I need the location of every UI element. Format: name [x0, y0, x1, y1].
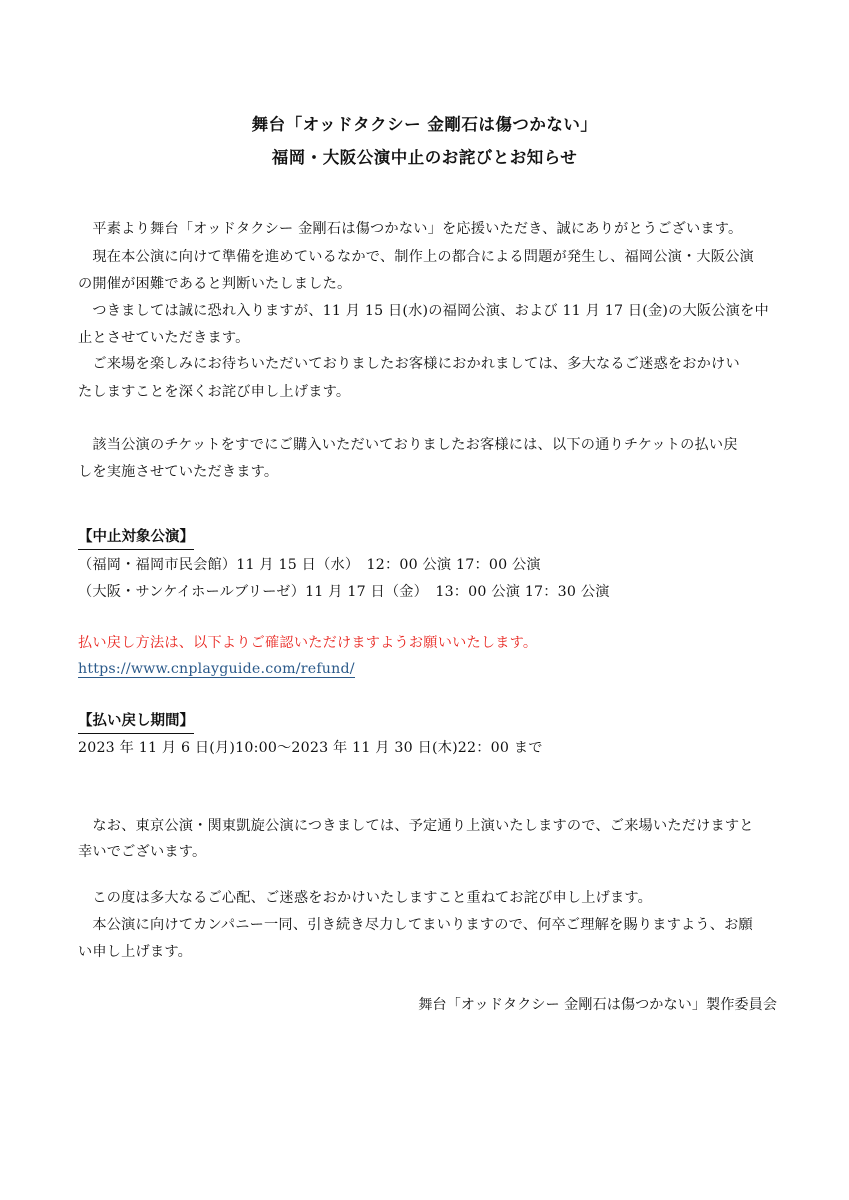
- refund-link[interactable]: https://www.cnplayguide.com/refund/: [78, 661, 355, 677]
- paragraph-apology-line-2: たしますことを深くお詫び申し上げます。: [78, 384, 351, 400]
- paragraph-cancel-text-1: つきましては誠に恐れ入りますが、11 月 15 日(水)の福岡公演、および 11 月 17 日(金)の大阪公演を中: [92, 303, 769, 319]
- paragraph-company-line-1: [78, 913, 778, 937]
- paragraph-greeting-text: 平素より舞台「オッドタクシー 金剛石は傷つかない」を応援いただき、誠にありがとうございます。: [92, 221, 743, 237]
- paragraph-cancel-line-1: [78, 299, 778, 323]
- paragraph-company-line-2: い申し上げます。: [78, 944, 192, 960]
- paragraph-refund-intro-text-1: 該当公演のチケットをすでにご購入いただいておりましたお客様には、以下の通りチケットの払い戻: [92, 437, 738, 453]
- paragraph-tokyo-line-1: [78, 814, 778, 838]
- paragraph-issue-text-1: 現在本公演に向けて準備を進めているなかで、制作上の都合による問題が発生し、福岡公演・大阪公演: [92, 249, 754, 265]
- paragraph-cancel-line-2: 止とさせていただきます。: [78, 330, 250, 346]
- refund-period: 2023 年 11 月 6 日(月)10:00～2023 年 11 月 30 日(木)22：00 まで: [78, 740, 543, 756]
- paragraph-tokyo-line-2: 幸いでございます。: [78, 844, 207, 860]
- paragraph-company-text-1: 本公演に向けてカンパニー一同、引き続き尽力してまいりますので、何卒ご理解を賜りますよう、お願: [92, 917, 753, 933]
- cancelled-performance-fukuoka: （福岡・福岡市民会館）11 月 15 日（水） 12：00 公演 17：00 公演: [78, 557, 541, 573]
- cancelled-performance-osaka: （大阪・サンケイホールブリーゼ）11 月 17 日（金） 13：00 公演 17：30 公演: [78, 584, 610, 600]
- paragraph-issue-line-2: の開催が困難であると判断いたしました。: [78, 276, 352, 292]
- paragraph-apology-line-1: [78, 352, 778, 376]
- cancelled-performances-heading: 【中止対象公演】: [78, 525, 194, 550]
- paragraph-refund-intro-line-1: [78, 433, 778, 457]
- paragraph-apology-again: [78, 886, 778, 910]
- paragraph-refund-intro-line-2: しを実施させていただきます。: [78, 464, 279, 480]
- title-line-2: 福岡・大阪公演中止のお詫びとお知らせ: [271, 148, 578, 167]
- paragraph-apology-again-text: この度は多大なるご心配、ご迷惑をおかけいたしますこと重ねてお詫び申し上げます。: [92, 890, 653, 906]
- paragraph-tokyo-text-1: なお、東京公演・関東凱旋公演につきましては、予定通り上演いたしますので、ご来場いただけますと: [92, 818, 754, 834]
- refund-method-notice: 払い戻し方法は、以下よりご確認いただけますようお願いいたします。: [78, 635, 538, 651]
- refund-period-heading: 【払い戻し期間】: [78, 709, 194, 734]
- refund-link-row: [78, 657, 778, 681]
- paragraph-issue-line-1: [78, 245, 778, 269]
- signature: 舞台「オッドタクシー 金剛石は傷つかない」製作委員会: [418, 997, 777, 1013]
- paragraph-apology-text-1: ご来場を楽しみにお待ちいただいておりましたお客様におかれましては、多大なるご迷惑をおかけい: [92, 356, 740, 372]
- paragraph-greeting: [78, 217, 778, 241]
- title-line-1: 舞台「オッドタクシー 金剛石は傷つかない」: [251, 115, 598, 134]
